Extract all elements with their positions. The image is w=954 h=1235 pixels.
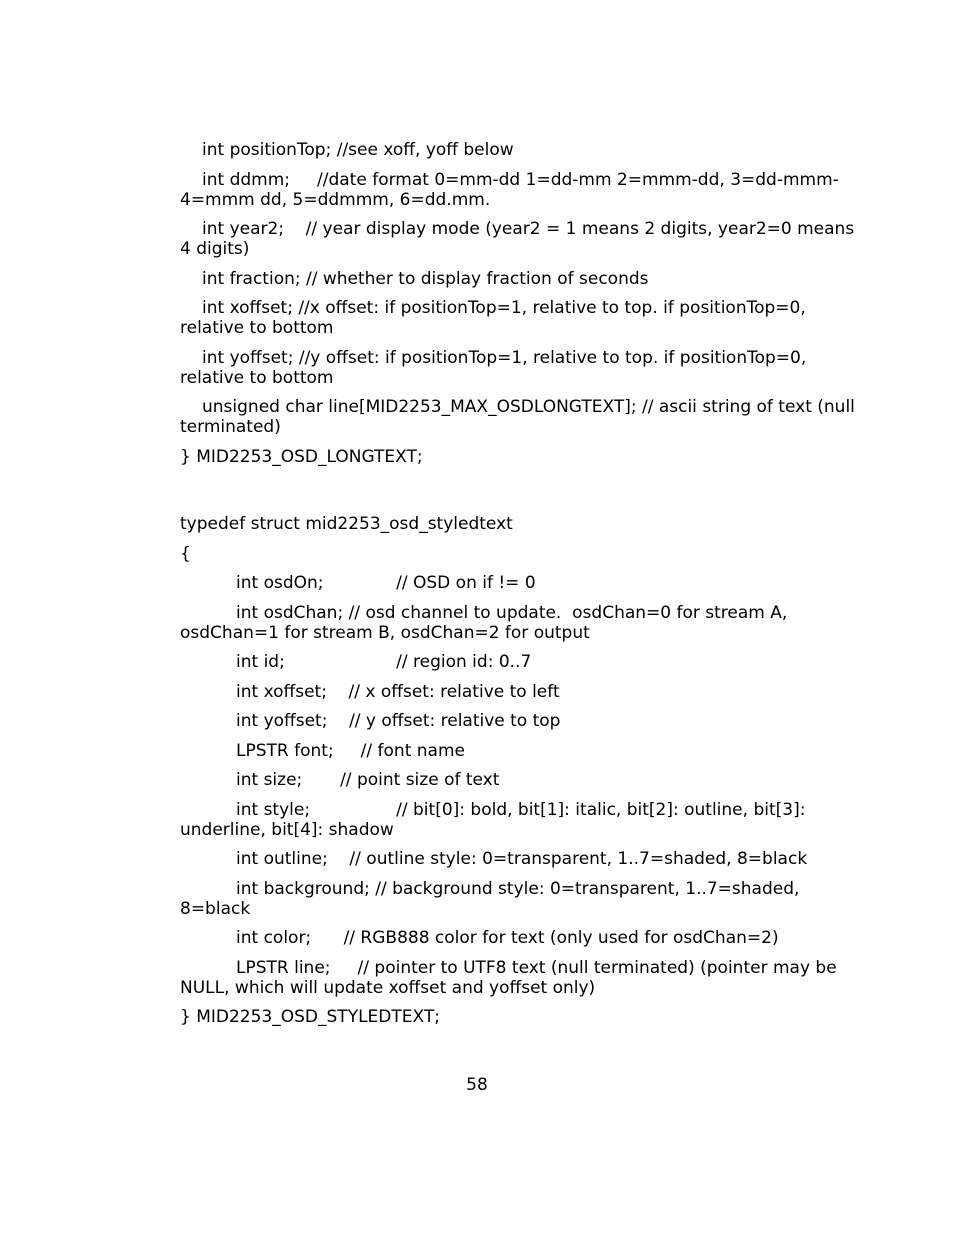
field-osd-chan: int osdChan; // osd channel to update. osdChan=0 for stream A, osdChan=1 for stream B, osdChan=2 for output (180, 602, 793, 643)
field-position-top: int positionTop; //see xoff, yoff below (202, 140, 514, 160)
field-line: unsigned char line[MID2253_MAX_OSDLONGTEXT]; // ascii string of text (null terminated) (180, 397, 861, 437)
field-year2: int year2; // year display mode (year2 = 1 means 2 digits, year2=0 means 4 digits) (180, 219, 860, 259)
field-size: int size; // point size of text (236, 770, 500, 790)
field-style: int style; // bit[0]: bold, bit[1]: italic, bit[2]: outline, bit[3]: underline, bit[4]: shadow (180, 799, 811, 840)
field-outline: int outline; // outline style: 0=transparent, 1..7=shaded, 8=black (236, 849, 808, 869)
field-fraction: int fraction; // whether to display fraction of seconds (202, 268, 649, 289)
field-font: LPSTR font; // font name (236, 740, 465, 761)
field-yoffset-styled: int yoffset; // y offset: relative to top (236, 711, 561, 731)
document-body (180, 140, 865, 1037)
field-id: int id; // region id: 0..7 (236, 652, 532, 672)
field-color: int color; // RGB888 color for text (only used for osdChan=2) (236, 928, 779, 948)
typedef-styledtext: typedef struct mid2253_osd_styledtext (180, 514, 513, 534)
field-xoffset-styled: int xoffset; // x offset: relative to left (236, 681, 560, 702)
field-line-pointer: LPSTR line; // pointer to UTF8 text (null terminated) (pointer may be NULL, which will update xoffset and yoffset only) (180, 957, 843, 998)
field-ddmm: int ddmm; //date format 0=mm-dd 1=dd-mm 2=mmm-dd, 3=dd-mmm-4=mmm dd, 5=ddmmm, 6=dd.mm. (180, 169, 839, 210)
field-yoffset: int yoffset; //y offset: if positionTop=1, relative to top. if positionTop=0, relative to bottom (180, 347, 812, 388)
section-gap (180, 476, 865, 514)
struct-close-styledtext: } MID2253_OSD_STYLEDTEXT; (180, 1007, 440, 1027)
field-background: int background; // background style: 0=transparent, 1..7=shaded, 8=black (180, 878, 805, 919)
field-xoffset: int xoffset; //x offset: if positionTop=1, relative to top. if positionTop=0, relative to bottom (180, 298, 812, 338)
page-number: 58 (466, 1075, 488, 1095)
field-osd-on: int osdOn; // OSD on if != 0 (236, 573, 536, 593)
struct-open-brace: { (180, 543, 191, 564)
struct-close-longtext: } MID2253_OSD_LONGTEXT; (180, 446, 423, 467)
